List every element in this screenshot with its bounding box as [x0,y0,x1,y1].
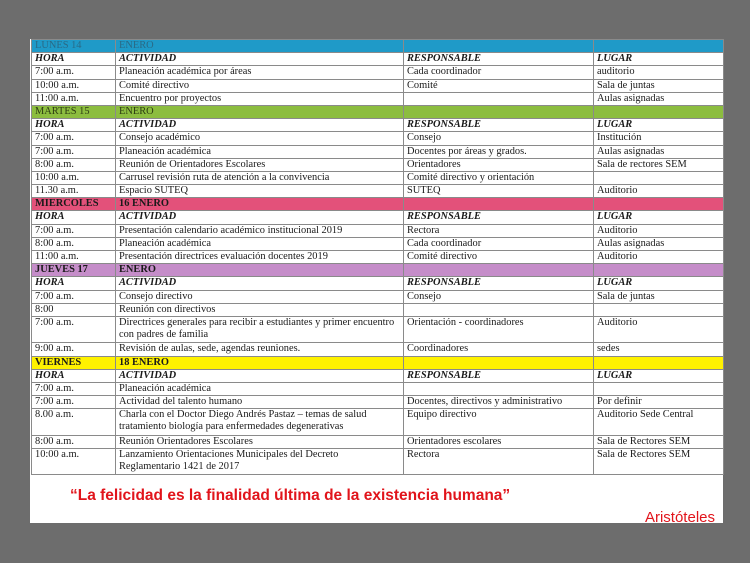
day-empty-cell [594,40,724,53]
cell-lugar: Institución [594,132,724,145]
day-label: VIERNES [32,356,116,369]
column-header-responsable: RESPONSABLE [404,53,594,66]
schedule-row [32,290,724,303]
cell-hora: 8:00 [32,303,116,316]
cell-hora: 7:00 a.m. [32,382,116,395]
schedule-table [31,39,724,475]
column-header-hora: HORA [32,277,116,290]
cell-lugar: Auditorio [594,224,724,237]
cell-actividad: Revisión de aulas, sede, agendas reuniones. [116,343,404,356]
cell-lugar [594,382,724,395]
column-header-row [32,119,724,132]
column-header-responsable: RESPONSABLE [404,119,594,132]
cell-hora: 7:00 a.m. [32,396,116,409]
schedule-row [32,316,724,342]
cell-lugar: Auditorio [594,316,724,342]
cell-responsable: Comité directivo y orientación [404,171,594,184]
cell-hora: 8:00 a.m. [32,158,116,171]
day-month-label: ENERO [116,40,404,53]
cell-lugar: Sala de Rectores SEM [594,435,724,448]
cell-responsable: Cada coordinador [404,237,594,250]
cell-responsable: Comité directivo [404,251,594,264]
cell-responsable: Comité [404,79,594,92]
day-empty-cell [404,198,594,211]
cell-responsable: Rectora [404,224,594,237]
cell-responsable: Docentes por áreas y grados. [404,145,594,158]
cell-hora: 11.30 a.m. [32,185,116,198]
cell-responsable: Consejo [404,290,594,303]
cell-responsable: Docentes, directivos y administrativo [404,396,594,409]
schedule-row [32,251,724,264]
day-empty-cell [404,40,594,53]
column-header-lugar: LUGAR [594,277,724,290]
cell-actividad: Reunión con directivos [116,303,404,316]
column-header-row [32,369,724,382]
schedule-row [32,396,724,409]
schedule-row [32,185,724,198]
cell-actividad: Directrices generales para recibir a estudiantes y primer encuentro con padres de familia [116,316,404,342]
cell-actividad: Charla con el Doctor Diego Andrés Pastaz – temas de salud tratamiento biología para enfermedades degenerativas [116,409,404,435]
column-header-responsable: RESPONSABLE [404,277,594,290]
cell-hora: 7:00 a.m. [32,145,116,158]
column-header-row [32,211,724,224]
column-header-actividad: ACTIVIDAD [116,53,404,66]
cell-responsable: Cada coordinador [404,66,594,79]
slide [30,39,723,526]
day-header-row [32,40,724,53]
column-header-hora: HORA [32,369,116,382]
cell-lugar: Por definir [594,396,724,409]
schedule-row [32,66,724,79]
schedule-row [32,409,724,435]
cell-hora: 7:00 a.m. [32,316,116,342]
cell-actividad: Planeación académica por áreas [116,66,404,79]
schedule-row [32,79,724,92]
cell-lugar: Sala de Rectores SEM [594,448,724,474]
cell-actividad: Consejo directivo [116,290,404,303]
cell-actividad: Espacio SUTEQ [116,185,404,198]
column-header-lugar: LUGAR [594,369,724,382]
schedule-row [32,303,724,316]
schedule-row [32,145,724,158]
cell-responsable: Orientación - coordinadores [404,316,594,342]
quote-text: “La felicidad es la finalidad última de la existencia humana” [70,487,511,504]
schedule-row [32,343,724,356]
cell-hora: 8:00 a.m. [32,237,116,250]
column-header-responsable: RESPONSABLE [404,211,594,224]
day-empty-cell [594,198,724,211]
cell-hora: 8.00 a.m. [32,409,116,435]
cell-actividad: Comité directivo [116,79,404,92]
cell-lugar: Sala de rectores SEM [594,158,724,171]
cell-actividad: Presentación directrices evaluación docentes 2019 [116,251,404,264]
schedule-row [32,237,724,250]
cell-hora: 7:00 a.m. [32,66,116,79]
cell-hora: 10:00 a.m. [32,448,116,474]
day-empty-cell [404,264,594,277]
day-label: MIERCOLES [32,198,116,211]
column-header-actividad: ACTIVIDAD [116,119,404,132]
cell-lugar: Aulas asignadas [594,92,724,105]
cell-lugar: Sala de juntas [594,79,724,92]
schedule-row [32,382,724,395]
column-header-actividad: ACTIVIDAD [116,369,404,382]
cell-lugar: Auditorio [594,185,724,198]
cell-lugar: Aulas asignadas [594,145,724,158]
cell-lugar [594,171,724,184]
cell-responsable: Equipo directivo [404,409,594,435]
day-label: JUEVES 17 [32,264,116,277]
cell-lugar: Auditorio [594,251,724,264]
cell-responsable [404,92,594,105]
cell-actividad: Planeación académica [116,237,404,250]
cell-hora: 7:00 a.m. [32,224,116,237]
day-empty-cell [594,264,724,277]
day-empty-cell [404,105,594,118]
cell-actividad: Lanzamiento Orientaciones Municipales del Decreto Reglamentario 1421 de 2017 [116,448,404,474]
cell-hora: 10:00 a.m. [32,171,116,184]
day-empty-cell [594,105,724,118]
cell-actividad: Carrusel revisión ruta de atención a la convivencia [116,171,404,184]
cell-actividad: Planeación académica [116,382,404,395]
cell-hora: 8:00 a.m. [32,435,116,448]
column-header-hora: HORA [32,53,116,66]
cell-responsable: Rectora [404,448,594,474]
column-header-hora: HORA [32,211,116,224]
day-header-row [32,105,724,118]
cell-hora: 11:00 a.m. [32,251,116,264]
schedule-row [32,158,724,171]
schedule-row [32,224,724,237]
cell-responsable: SUTEQ [404,185,594,198]
day-month-label: ENERO [116,264,404,277]
cell-lugar [594,303,724,316]
cell-hora: 11:00 a.m. [32,92,116,105]
cell-responsable: Orientadores escolares [404,435,594,448]
cell-responsable: Consejo [404,132,594,145]
cell-hora: 9:00 a.m. [32,343,116,356]
cell-lugar: Sala de juntas [594,290,724,303]
column-header-actividad: ACTIVIDAD [116,211,404,224]
cell-actividad: Consejo académico [116,132,404,145]
schedule-row [32,448,724,474]
cell-lugar: sedes [594,343,724,356]
day-month-label: ENERO [116,105,404,118]
cell-lugar: Aulas asignadas [594,237,724,250]
cell-actividad: Planeación académica [116,145,404,158]
day-label: LUNES 14 [32,40,116,53]
cell-hora: 10:00 a.m. [32,79,116,92]
cell-actividad: Presentación calendario académico institucional 2019 [116,224,404,237]
cell-actividad: Actividad del talento humano [116,396,404,409]
column-header-responsable: RESPONSABLE [404,369,594,382]
cell-responsable [404,382,594,395]
day-header-row [32,264,724,277]
cell-actividad: Reunión de Orientadores Escolares [116,158,404,171]
column-header-lugar: LUGAR [594,211,724,224]
day-empty-cell [404,356,594,369]
day-month-label: 16 ENERO [116,198,404,211]
column-header-row [32,277,724,290]
cell-hora: 7:00 a.m. [32,290,116,303]
quote-author: Aristóteles [644,509,715,526]
day-empty-cell [594,356,724,369]
cell-actividad: Reunión Orientadores Escolares [116,435,404,448]
column-header-hora: HORA [32,119,116,132]
column-header-actividad: ACTIVIDAD [116,277,404,290]
cell-actividad: Encuentro por proyectos [116,92,404,105]
day-header-row [32,198,724,211]
column-header-row [32,53,724,66]
column-header-lugar: LUGAR [594,119,724,132]
day-month-label: 18 ENERO [116,356,404,369]
day-label: MARTES 15 [32,105,116,118]
schedule-row [32,92,724,105]
schedule-row [32,435,724,448]
schedule-body [32,40,724,475]
schedule-row [32,132,724,145]
schedule-row [32,171,724,184]
column-header-lugar: LUGAR [594,53,724,66]
cell-responsable [404,303,594,316]
day-header-row [32,356,724,369]
cell-lugar: auditorio [594,66,724,79]
cell-lugar: Auditorio Sede Central [594,409,724,435]
cell-responsable: Orientadores [404,158,594,171]
cell-responsable: Coordinadores [404,343,594,356]
cell-hora: 7:00 a.m. [32,132,116,145]
